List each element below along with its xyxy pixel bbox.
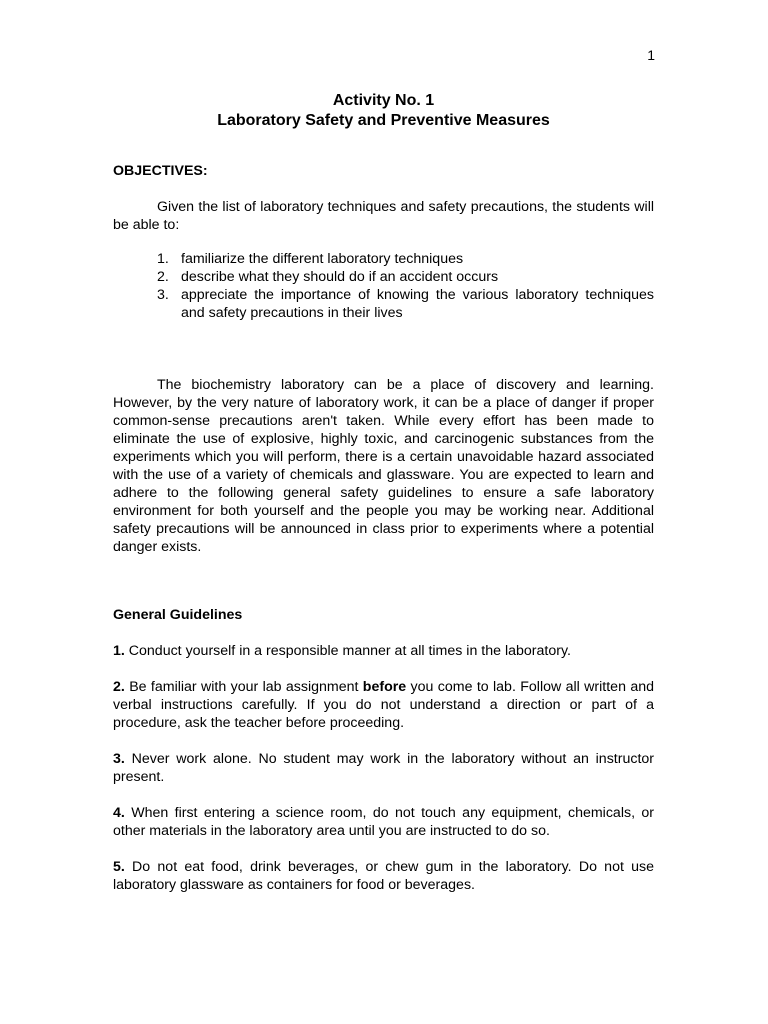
list-item-number: 2. <box>157 269 169 285</box>
introduction-paragraph: The biochemistry laboratory can be a place of discovery and learning. However, by the very nature of laboratory work, it can be a place of danger if proper common-sense precautions aren't taken. While every effort has been made to eliminate the use of explosive, highly toxic, and carcinogenic substances from the experiments which you will perform, there is a certain unavoidable hazard associated with the use of a variety of chemicals and glassware. You are expected to learn and adhere to the following general safety guidelines to ensure a safe laboratory environment for both yourself and the people you may be working near. Additional safety precautions will be announced in class prior to experiments where a potential danger exists. <box>113 377 654 555</box>
guideline-number: 5. <box>113 859 125 875</box>
objectives-heading: OBJECTIVES: <box>113 163 208 179</box>
list-item-text: familiarize the different laboratory techniques <box>181 251 464 267</box>
guideline-number: 2. <box>113 679 125 695</box>
guideline-text: you come to lab. Follow all written and verbal instructions carefully. If you do not understand a direction or part of a procedure, ask the teacher before proceeding. <box>113 679 654 731</box>
objectives-list <box>113 250 654 322</box>
list-item-text: describe what they should do if an accident occurs <box>181 269 499 285</box>
list-item-number: 1. <box>157 251 169 267</box>
guideline-text: Be familiar with your lab assignment <box>124 679 363 695</box>
document-content <box>113 91 654 894</box>
list-item <box>157 268 654 286</box>
list-item-number: 3. <box>157 287 169 303</box>
guideline-text: Do not eat food, drink beverages, or chew gum in the laboratory. Do not use laboratory glassware as containers for food or beverages. <box>113 859 654 893</box>
objectives-intro: Given the list of laboratory techniques and safety precautions, the students will be able to: <box>113 199 654 233</box>
guideline-number: 4. <box>113 805 125 821</box>
page-number: 1 <box>647 47 655 63</box>
guidelines-heading: General Guidelines <box>113 607 243 623</box>
title-activity-name: Laboratory Safety and Preventive Measures <box>217 112 550 129</box>
guideline-5 <box>113 858 654 894</box>
guideline-3 <box>113 750 654 786</box>
list-item <box>157 250 654 268</box>
guideline-1 <box>113 642 654 660</box>
list-item-text: appreciate the importance of knowing the various laboratory techniques and safety precautions in their lives <box>181 287 654 321</box>
guideline-text: When first entering a science room, do not touch any equipment, chemicals, or other materials in the laboratory area until you are instructed to do so. <box>113 805 654 839</box>
guideline-2 <box>113 678 654 732</box>
guideline-emphasis: before <box>362 679 407 695</box>
title-activity-number: Activity No. 1 <box>332 92 435 109</box>
guideline-number: 1. <box>113 643 125 659</box>
list-item <box>157 286 654 322</box>
guideline-4 <box>113 804 654 840</box>
guideline-text: Never work alone. No student may work in the laboratory without an instructor present. <box>113 751 654 785</box>
guideline-text: Conduct yourself in a responsible manner at all times in the laboratory. <box>124 643 571 659</box>
guideline-number: 3. <box>113 751 125 767</box>
